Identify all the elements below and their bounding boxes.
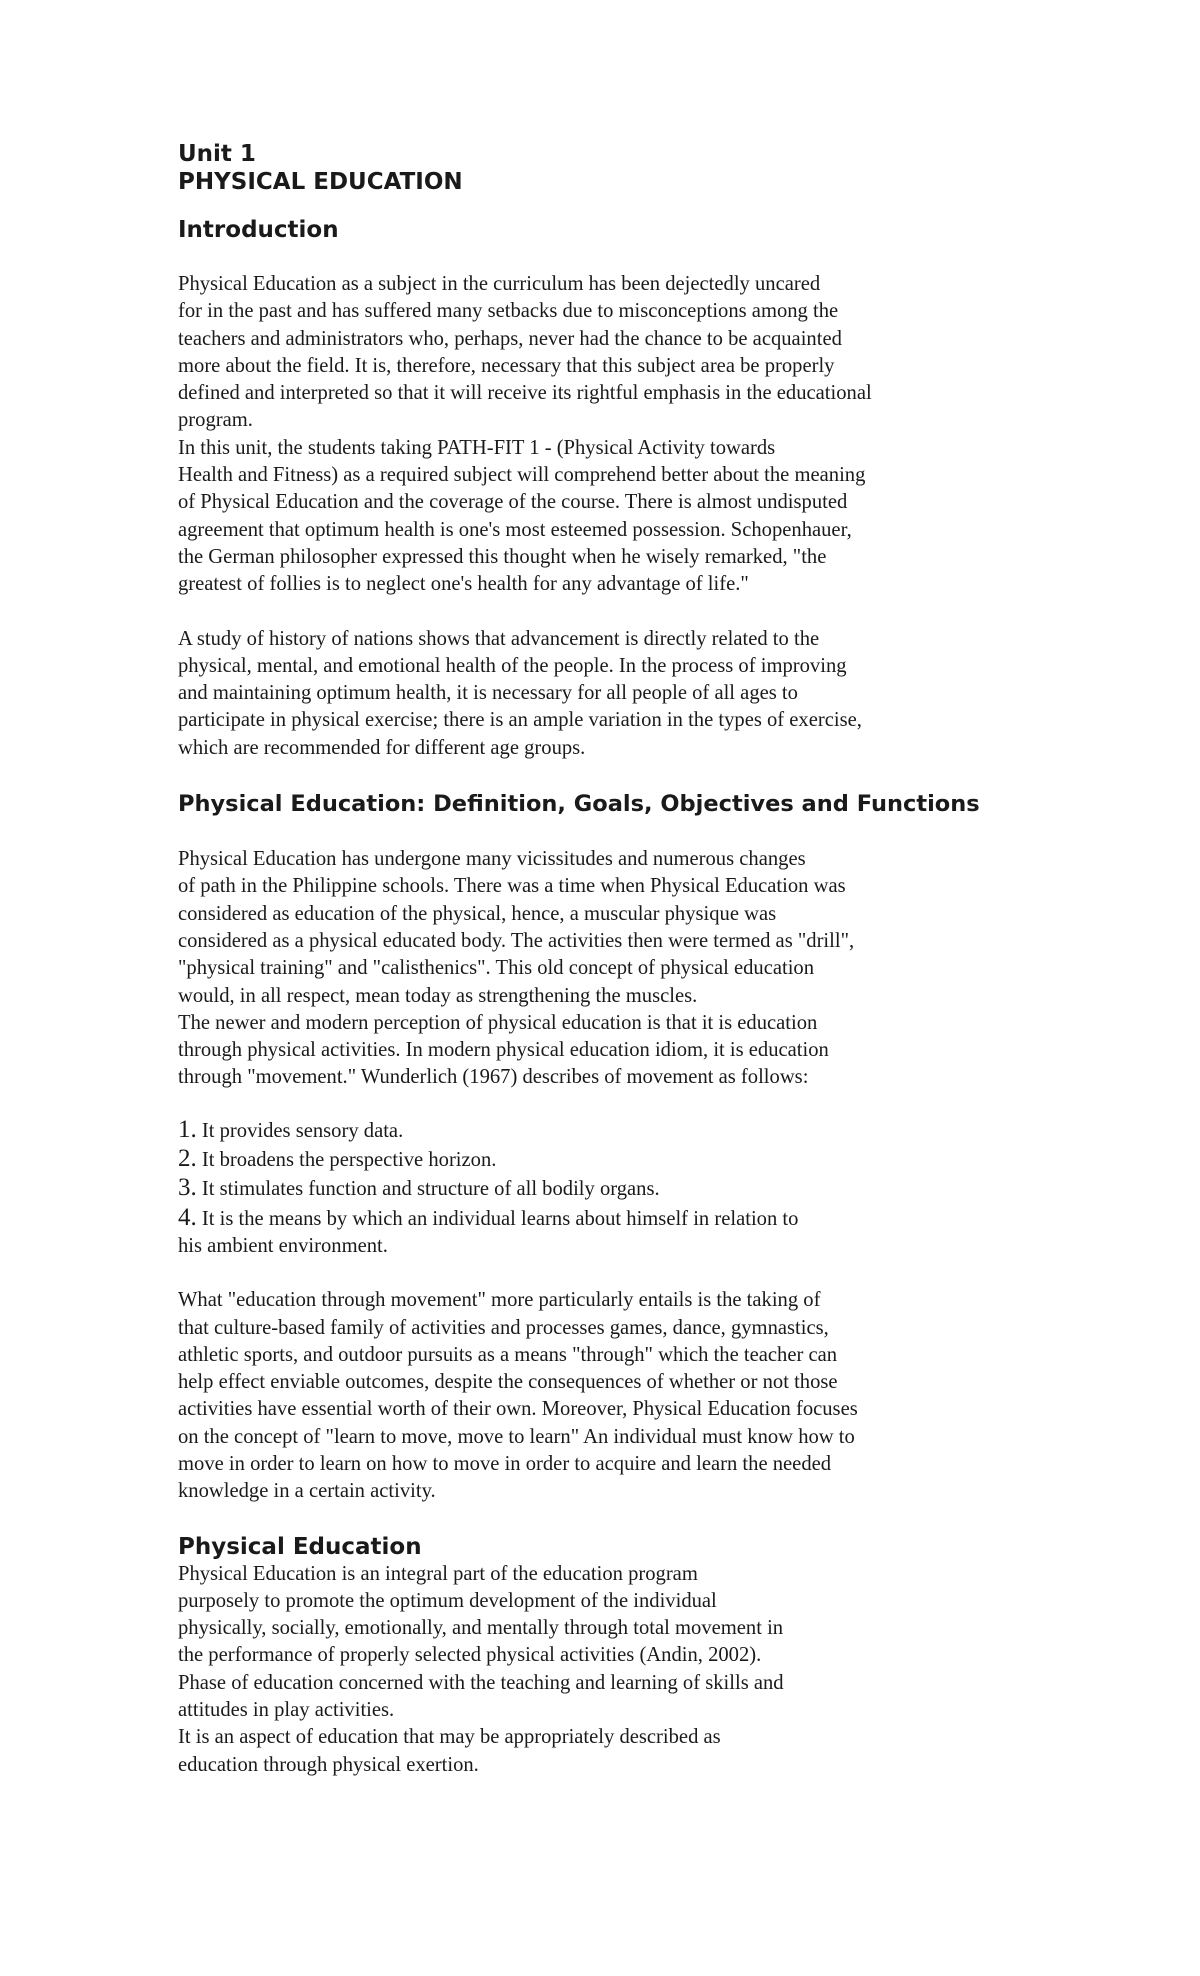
text-line: The newer and modern perception of physical education is that it is education	[178, 1011, 818, 1034]
introduction-paragraph-1	[178, 271, 1078, 599]
text-line: Health and Fitness) as a required subject will comprehend better about the meaning	[178, 464, 866, 487]
text-line: the German philosopher expressed this thought when he wisely remarked, "the	[178, 545, 827, 568]
unit-label: Unit 1	[178, 141, 256, 167]
list-item-text: It provides sensory data.	[201, 1119, 404, 1142]
text-line: A study of history of nations shows that advancement is directly related to the	[178, 627, 820, 650]
text-line: It is an aspect of education that may be appropriately described as	[178, 1726, 721, 1749]
list-item	[178, 1174, 1078, 1203]
text-line: What "education through movement" more particularly entails is the taking of	[178, 1289, 821, 1312]
list-item-number: 1.	[178, 1115, 197, 1143]
text-line: education through physical exertion.	[178, 1753, 479, 1776]
text-line: of Physical Education and the coverage of the course. There is almost undisputed	[178, 491, 848, 514]
text-line: Physical Education as a subject in the curriculum has been dejectedly uncared	[178, 273, 821, 295]
document-page	[178, 140, 1078, 1779]
text-line: "physical training" and "calisthenics". This old concept of physical education	[178, 957, 815, 980]
text-line: knowledge in a certain activity.	[178, 1480, 436, 1503]
text-line: for in the past and has suffered many setbacks due to misconceptions among the	[178, 300, 839, 323]
text-line: attitudes in play activities.	[178, 1699, 395, 1722]
text-line: agreement that optimum health is one's most esteemed possession. Schopenhauer,	[178, 518, 852, 541]
definition-paragraph-2	[178, 1287, 1078, 1505]
text-line: of path in the Philippine schools. There was a time when Physical Education was	[178, 875, 846, 898]
text-line: would, in all respect, mean today as strengthening the muscles.	[178, 984, 698, 1007]
text-line: move in order to learn on how to move in order to acquire and learn the needed	[178, 1452, 832, 1475]
list-item-text: It stimulates function and structure of all bodily organs.	[201, 1178, 660, 1201]
text-line: activities have essential worth of their own. Moreover, Physical Education focuses	[178, 1398, 858, 1421]
text-line: help effect enviable outcomes, despite the consequences of whether or not those	[178, 1371, 838, 1394]
list-item	[178, 1145, 1078, 1174]
introduction-paragraph-2	[178, 626, 1078, 762]
text-line: on the concept of "learn to move, move to learn" An individual must know how to	[178, 1425, 855, 1448]
unit-title: PHYSICAL EDUCATION	[178, 169, 463, 195]
pe-section-heading: Physical Education	[178, 1533, 422, 1560]
text-line: defined and interpreted so that it will receive its rightful emphasis in the educational	[178, 382, 872, 405]
list-item	[178, 1116, 1078, 1145]
text-line: more about the field. It is, therefore, necessary that this subject area be properly	[178, 354, 835, 377]
text-line: physically, socially, emotionally, and mentally through total movement in	[178, 1617, 784, 1640]
list-item-number: 4.	[178, 1203, 197, 1231]
text-line: In this unit, the students taking PATH-FIT 1 - (Physical Activity towards	[178, 436, 776, 459]
text-line: greatest of follies is to neglect one's health for any advantage of life."	[178, 573, 749, 596]
text-line: physical, mental, and emotional health of the people. In the process of improving	[178, 654, 847, 677]
text-line: through physical activities. In modern physical education idiom, it is education	[178, 1039, 829, 1062]
list-item-text: It broadens the perspective horizon.	[201, 1149, 497, 1172]
pe-paragraph	[178, 1561, 1078, 1779]
list-item-number: 2.	[178, 1145, 197, 1173]
text-line: the performance of properly selected physical activities (Andin, 2002).	[178, 1644, 762, 1667]
text-line: which are recommended for different age groups.	[178, 736, 586, 759]
text-line: Physical Education has undergone many vicissitudes and numerous changes	[178, 848, 806, 871]
list-item-text: It is the means by which an individual learns about himself in relation to	[201, 1207, 799, 1230]
text-line: considered as education of the physical, hence, a muscular physique was	[178, 902, 777, 925]
definition-section-heading: Physical Education: Definition, Goals, Objectives and Functions	[178, 791, 980, 818]
text-line: participate in physical exercise; there is an ample variation in the types of exercise,	[178, 709, 862, 732]
list-item	[178, 1233, 1078, 1260]
text-line: athletic sports, and outdoor pursuits as a means "through" which the teacher can	[178, 1343, 838, 1366]
text-line: through "movement." Wunderlich (1967) describes of movement as follows:	[178, 1066, 809, 1089]
movement-list	[178, 1116, 1078, 1260]
text-line: teachers and administrators who, perhaps, never had the chance to be acquainted	[178, 327, 842, 350]
text-line: and maintaining optimum health, it is necessary for all people of all ages to	[178, 682, 798, 705]
list-item-text: his ambient environment.	[178, 1234, 388, 1257]
text-line: program.	[178, 409, 253, 432]
definition-paragraph-1	[178, 846, 1078, 1092]
list-item-number: 3.	[178, 1174, 197, 1202]
text-line: purposely to promote the optimum development of the individual	[178, 1589, 717, 1612]
text-line: Phase of education concerned with the teaching and learning of skills and	[178, 1671, 784, 1694]
introduction-heading: Introduction	[178, 217, 339, 243]
list-item	[178, 1204, 1078, 1233]
text-line: Physical Education is an integral part of the education program	[178, 1562, 698, 1585]
text-line: that culture-based family of activities and processes games, dance, gymnastics,	[178, 1316, 829, 1339]
text-line: considered as a physical educated body. The activities then were termed as "drill",	[178, 929, 855, 952]
